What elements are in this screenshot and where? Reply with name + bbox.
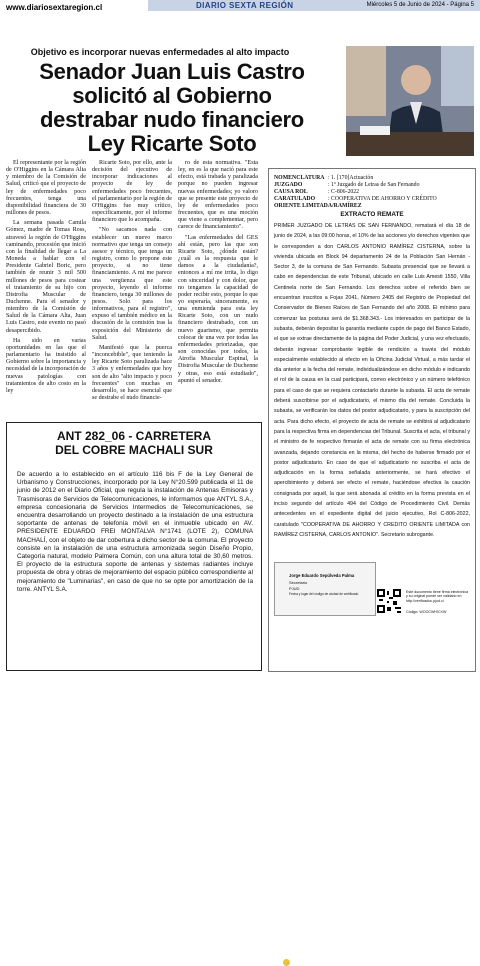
- article-column-1: [6, 160, 86, 398]
- paragraph: La semana pasada Camila Gómez, madre de Tomas Ross, atravesó la región de O'Higgins caminando, procesión que inició con la finalidad de llegar a La Moneda a hablar con el Presidente Gabriel Boric, pero también de reunir 3 mil 500 millones de pesos para costear el tratamiento de su hijo con Distrofia Muscular de Duchenne. Para el senador y miembro de la Comisión de Salud de la Cámara Alta, Juan Luis Castro, este evento no pasó desapercibido.: [6, 220, 86, 334]
- antenna-notice: [6, 422, 262, 671]
- paragraph: "No sacamos nada con establecer un nuevo marco normativo que tenga un consejo asesor y técnico, que tenga un registro, como lo propone este proyecto, si no tiene financiamiento. A mi me parece una vergüenza que este proyecto, leyendo el informe financiero, tenga 30 millones de pesos. Solo para los informativos, para el registro", expuso el también médico en la discusión de la comisión tras la exposición del Ministerio de Salud.: [92, 227, 172, 341]
- extract-body: PRIMER JUZGADO DE LETRAS DE SAN FERNANDO, rematará el día 18 de junio de 2024, a las 09:00 horas, el 10% de las acciones y/o derechos vigentes que le corresponden a don CARLOS ANTONIO RAMÍREZ CISTERNA, sobre la vivienda ubicada en Block 94 departamento 24 de la Población San Hernán -Sector 3, de la comuna de San Fernando. Subasta presencial que se llevará a cabo en dependencias de este Tribunal, ubicado en calle Luis Amesti 1550, Villa Centinela norte de San Fernando. Los derechos sobre el referido bien se encuentran inscritos a Fojas 2041, Número 2405 del Registro de Propiedad del Conservador de Bienes Raíces de San Fernando del año 2008. El mínimo para comenzar las posturas será de $1.368.343.- Los interesados en participar de la subasta, deberán depositar la garantía mediante cupón de pago del Banco Estado, el que se extrae directamente de la página del Poder Judicial, y una vez efectuado, deberán ingresar comprobante legible de rendición a través del módulo especialmente establecido al efecto en la Oficina Judicial Virtual, a más tardar el día anterior a la fecha del remate, individualizándose en dicho módulo e indicando el rol de la causa en la cual participará, correo electrónico y un número telefónico para el caso de que se requiera contactarlo durante la subasta. El acta de remate deberá suscribirse por el adjudicatario, el mismo día del remate. Concluida la subasta, se verificarán los datos del postor adjudicatario, y para la suscripción del acta. Para dicho efecto, el proyecto de acta de remate se exhibirá al adjudicatario para la respectiva firma en dependencias del Tribunal. Suscrita el acta, el tribunal y el ministro de fe respectivo firmarán el acta de remate con su firma electrónica avanzada, dejando constancia en la misma, del hecho de haberse firmado por el postor adjudicatario. En caso de que el adjudicatario no suscriba el acta de adjudicación en la forma señalada anteriormente, se hará efectivo el apercibimiento y deberá ser efecto el remate, haciéndose efectiva la caución consignada por aquél, la que será abonada al crédito en la forma prevista en el inciso segundo del artículo 494 del Código de Procedimiento Civil. Demás antecedentes en el expediente digital del juicio ejecutivo, Rol C-806-2022, caratulado "COOPERATIVA DE AHORRO Y CREDITO ORIENTE LIMITADA con RAMÍREZ CISTERNA, CARLOS ANTONIO". Secretario subrogante.: [274, 223, 470, 538]
- field-value: : COOPERATIVA DE AHORRO Y CRÉDITO: [328, 196, 437, 202]
- headline-line: Ley Ricarte Soto: [87, 131, 257, 156]
- signer-unit: PJUD: [289, 586, 300, 591]
- seal-icon: [283, 959, 290, 966]
- paragraph: ro de esta normativa. "Esta ley, en es la que nació para este efecto, está trabada y paralizada porque no pueden ingresar nuevas enfermedades; yo valoro que se presente este proyecto de ley de enfermedades poco frecuentes, que es una moción que viene a complementar, pero carece de financiamiento".: [178, 160, 258, 231]
- signer-name: Jorge Eduardo Sepúlveda Palma: [289, 573, 355, 578]
- notice-body: De acuerdo a lo establecido en el artículo 116 bis F de la Ley General de Urbanismo y Construcciones, incorporado por la Ley N°20.599 publicada el 11 de junio de 2012 en el Diario Oficial, que regula la instalación de Antenas Emisoras y Trasmisoras de Servicios de Telecomunicaciones, le informamos que ANTYL S.A., empresa concesionaria de Servicios Intermedios de Telecomunicaciones, se encuentra desarrollando un proyecto destinado a la instalación de una estructura soportante de antenas de telefonía móvil en el inmueble ubicado en AV. PRESIDENTE EDUARDO FREI MONTALVA N°1741 (LOTE 2), COMUNA MACHALÍ, con el objeto de dar cobertura a dicho sector de la comuna. El proyecto consiste en la instalación de una estructura armonizada según Diseño Propio, Categoría natural, modelo Palmera Común, con una altura total de 30,60 metros. El proyecto de la estructura soporte de antenas y sistemas radiantes incluye propuesta de obra y obras de mejoramiento del espacio público correspondiente al mejoramiento de "Luminarias", en caso de que no se opte por amortización de la torre. ANTYL S.A.: [17, 471, 253, 593]
- article-kicker: Objetivo es incorporar nuevas enfermedades al alto impacto: [30, 47, 290, 57]
- extract-title: EXTRACTO REMATE: [340, 211, 404, 218]
- field-value-continued: ORIENTE LIMITADA/RAMÍREZ: [274, 203, 362, 209]
- paper-name: DIARIO SEXTA REGIÓN: [196, 1, 294, 10]
- field-value: : 1. [170]Actuación: [328, 175, 374, 181]
- field-value: : C-806-2022: [328, 189, 360, 195]
- paragraph: Ricarte Soto, por ello, ante la decisión del ejecutivo de incorporar indicaciones al proyecto de ley de enfermedades poco frecuentes, el parlamentario por la región de O'Higgins fue muy crítico, específicamente, por el informe financiero que lo acompaña.: [92, 160, 172, 224]
- article-column-2: [92, 160, 172, 405]
- qr-code-icon[interactable]: [377, 589, 401, 613]
- court-notice: [268, 168, 476, 672]
- signature-box: [274, 562, 376, 616]
- headline-line: destrabar nudo financiero: [40, 107, 304, 132]
- verification-text: Este documento tiene firma electrónica y su original puede ser validado en http://verificadoc.pjud.cl: [406, 590, 469, 603]
- headline-line: Senador Juan Luis Castro: [39, 59, 305, 84]
- page-header: [0, 0, 480, 40]
- article-headline: [12, 60, 332, 156]
- field-label: CAUSA ROL: [274, 189, 308, 195]
- notice-title-line: ANT 282_06 - CARRETERA: [56, 429, 212, 443]
- field-label: NOMENCLATURA: [274, 175, 325, 181]
- senator-photo: [346, 46, 474, 156]
- article-column-3: [178, 160, 258, 388]
- date-page: Miércoles 5 de Junio de 2024 - Página 5: [366, 2, 474, 8]
- notice-title: [7, 429, 261, 457]
- field-label: CARATULADO: [274, 196, 316, 202]
- headline-line: solicitó al Gobierno: [72, 83, 272, 108]
- field-value: : 1º Juzgado de Letras de San Fernando: [328, 182, 420, 188]
- site-url[interactable]: www.diariosextaregion.cl: [6, 3, 103, 12]
- paragraph: El representante por la región de O'Higgins en la Cámara Alta y miembro de la Comisión de Salud, criticó que el proyecto de ley de enfermedades poco frecuentes, tenga una disponibilidad financiera de 30 millones de pesos.: [6, 160, 86, 217]
- notice-title-line: DEL COBRE MACHALI SUR: [55, 443, 213, 457]
- paragraph: "Las enfermedades del GES ahí están, pero las que son Ricarte Soto, ¿dónde están? ¿cuál es la respuesta que le damos a la ciudadanía?, entonces a mí me irrita, lo digo con sinceridad y con dolor, que no tengamos la capacidad de poder recibir esto, porque lo que yo esperaría, sinceramente, es una enmienda para esta ley Ricarte Soto, con un nudo financiero destrabado, con un nuevo guarismo, que permita colocar de una vez por todas las enfermedades priorizadas, que son conocidas por todos, la Atrofia Muscular Espinal, la Distrofia Muscular de Duchenne y otras, eso está estudiado", apuntó el senador.: [178, 234, 258, 384]
- signature-footnote: Fecha y lugar del código de ciudad de certificado: [289, 592, 359, 596]
- signer-role: Secretario: [289, 580, 308, 585]
- field-label: JUZGADO: [274, 182, 303, 188]
- paragraph: Manifestó que la puerca "inconcebible", que teniendo la ley Ricarte Soto paralizada hace 3 años y enfermedades que hoy son de alto "alto impacto y poco frecuentes" con muchas en desarrollo, se hace esencial que se destrabe el nudo financie-: [92, 344, 172, 401]
- senator-photo-illustration: [346, 46, 474, 156]
- verification-code: Código: WOOCWHICXW: [406, 610, 447, 614]
- paragraph: Ha sido en varias oportunidades en las que el parlamentario ha insistido al Gobierno sobre la importancia y necesidad de la incorporación de nuevas patologías con tratamientos de alto costo en la ley: [6, 337, 86, 394]
